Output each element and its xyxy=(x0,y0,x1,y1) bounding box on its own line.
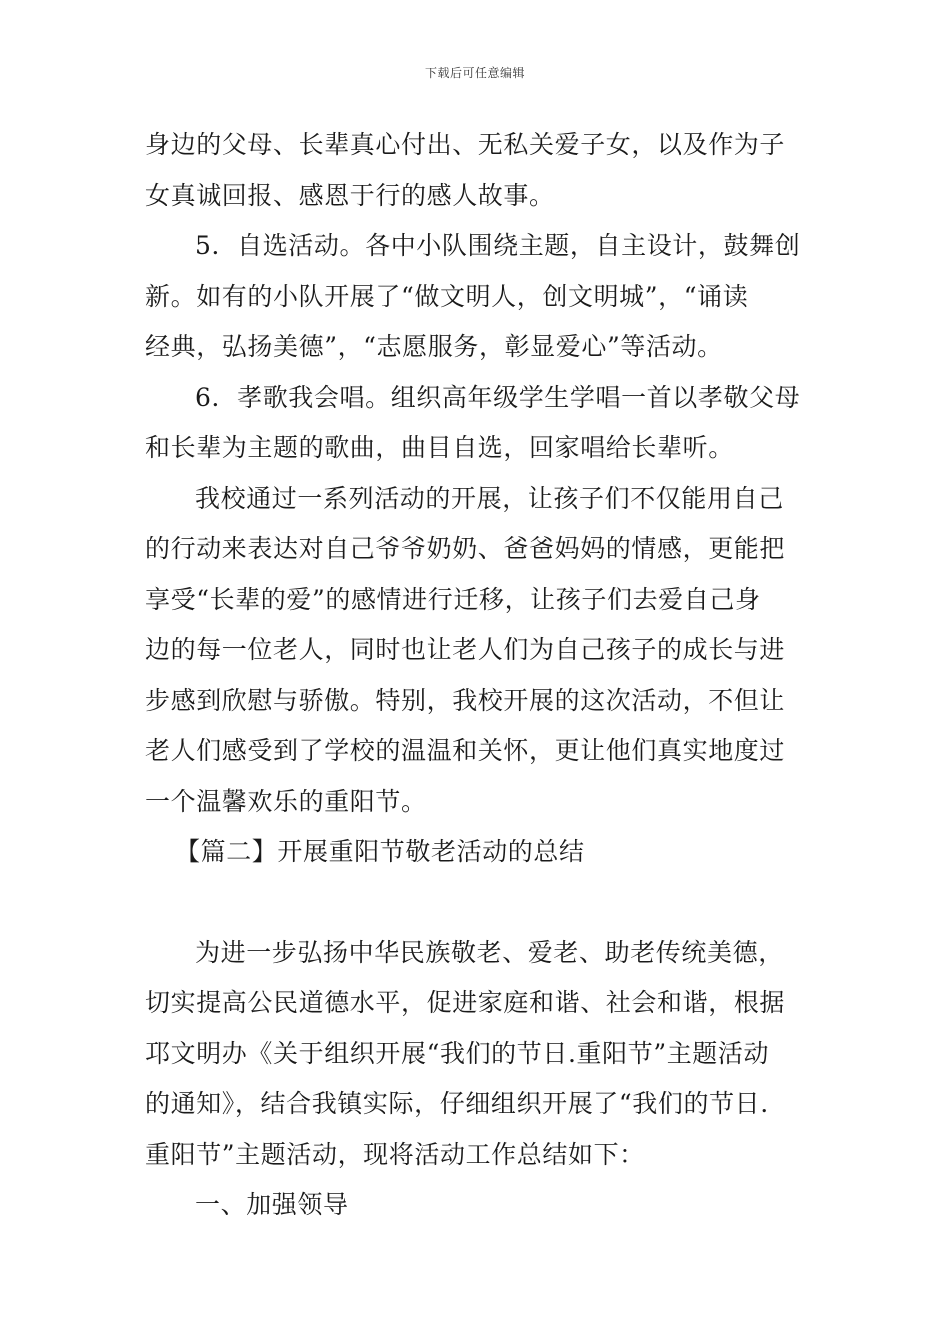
list-item-5: 5．自选活动。各中小队围绕主题，自主设计，鼓舞创 xyxy=(195,231,801,260)
paragraph-line: 的行动来表达对自己爷爷奶奶、爸爸妈妈的情感，更能把 xyxy=(145,534,786,563)
paragraph-line: 步感到欣慰与骄傲。特别，我校开展的这次活动，不但让 xyxy=(145,685,786,715)
section-heading: 【篇二】开展重阳节敬老活动的总结 xyxy=(175,837,585,866)
paragraph-line: 一个温馨欢乐的重阳节。 xyxy=(145,786,427,816)
paragraph-line: 邛文明办《关于组织开展“我们的节日.重阳节”主题活动 xyxy=(145,1038,770,1068)
paragraph-line: 享受“长辈的爱”的感情进行迁移，让孩子们去爱自己身 xyxy=(145,584,761,614)
paragraph-line: 边的每一位老人，同时也让老人们为自己孩子的成长与进 xyxy=(145,635,786,664)
paragraph-line: 经典，弘扬美德”，“志愿服务，彰显爱心”等活动。 xyxy=(145,332,723,361)
paragraph-line: 的通知》，结合我镇实际，仔细组织开展了“我们的节日. xyxy=(145,1089,769,1118)
paragraph-line: 切实提高公民道德水平，促进家庭和谐、社会和谐，根据 xyxy=(145,988,786,1017)
paragraph-line: 老人们感受到了学校的温温和关怀，更让他们真实地度过 xyxy=(145,736,786,765)
paragraph-start: 为进一步弘扬中华民族敬老、爱老、助老传统美德， xyxy=(195,937,784,967)
page-header-note: 下载后可任意编辑 xyxy=(424,66,525,80)
paragraph-line: 重阳节”主题活动，现将活动工作总结如下： xyxy=(145,1139,645,1169)
paragraph-line: 女真诚回报、感恩于行的感人故事。 xyxy=(145,180,555,210)
section-spacer xyxy=(145,878,805,928)
document-body xyxy=(145,120,805,1231)
list-item-6: 6．孝歌我会唱。组织高年级学生学唱一首以孝敬父母 xyxy=(195,382,801,412)
paragraph-line: 身边的父母、长辈真心付出、无私关爱子女，以及作为子 xyxy=(145,130,786,159)
paragraph-line: 新。如有的小队开展了“做文明人，创文明城”，“诵读 xyxy=(145,281,749,311)
paragraph-start: 我校通过一系列活动的开展，让孩子们不仅能用自己 xyxy=(195,483,784,513)
subheading: 一、加强领导 xyxy=(195,1190,349,1219)
paragraph-line: 和长辈为主题的歌曲，曲目自选，回家唱给长辈听。 xyxy=(145,433,734,462)
